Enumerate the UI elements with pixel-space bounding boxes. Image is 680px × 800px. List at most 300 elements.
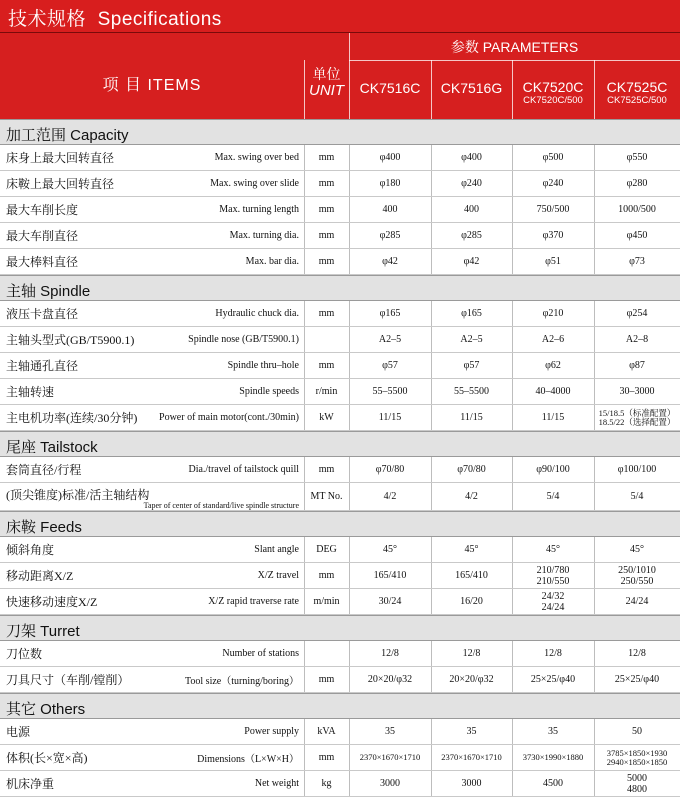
table-row [0, 589, 680, 615]
value-cell: 16/20 [460, 596, 483, 607]
section-title: 刀架 Turret [6, 623, 80, 640]
item-name-en: Dimensions（L×W×H） [197, 754, 299, 765]
table-row [0, 745, 680, 771]
value-cell: 24/24 [625, 596, 649, 607]
column-divider [594, 145, 595, 170]
value-cell: A2–6 [541, 334, 565, 345]
column-divider [304, 771, 305, 796]
column-divider [349, 483, 350, 510]
column-divider [349, 537, 350, 562]
column-divider [431, 641, 432, 666]
value-cell: 400 [382, 204, 398, 215]
value-cell [512, 563, 594, 588]
column-divider [349, 379, 350, 404]
table-row [0, 457, 680, 483]
column-divider [512, 379, 513, 404]
column-divider [349, 197, 350, 222]
table-row [0, 771, 680, 797]
column-divider [349, 145, 350, 170]
section-title: 主轴 Spindle [6, 283, 91, 300]
value-cell: 4500 [543, 778, 563, 789]
value-cell: φ285 [379, 230, 401, 241]
table-row [0, 353, 680, 379]
column-divider [349, 589, 350, 614]
column-divider [431, 589, 432, 614]
value-cell: 2370×1670×1710 [359, 752, 421, 762]
section-header [0, 119, 680, 145]
column-divider [304, 197, 305, 222]
value-cell: 50 [632, 726, 642, 737]
item-name-cn: 床鞍上最大回转直径 [6, 177, 115, 191]
column-divider [431, 483, 432, 510]
value-cell: φ210 [542, 308, 564, 319]
item-name-cn: 最大棒料直径 [6, 255, 79, 269]
section-title: 床鞍 Feeds [6, 519, 82, 536]
value-cell: φ57 [463, 360, 480, 371]
column-divider [594, 563, 595, 588]
value-cell: φ165 [379, 308, 401, 319]
item-name-en: Max. swing over slide [210, 178, 299, 189]
table-row [0, 171, 680, 197]
item-name-cn: 主轴头型式(GB/T5900.1) [6, 333, 135, 347]
title-en: Specifications [97, 9, 222, 30]
column-divider [349, 771, 350, 796]
unit-cell: mm [318, 256, 335, 267]
value-cell: φ42 [382, 256, 398, 267]
value-cell: φ400 [379, 152, 401, 163]
column-divider [349, 719, 350, 744]
value-cell: 11/15 [378, 412, 402, 423]
item-name-cn: 主电机功率(连续/30分钟) [6, 411, 138, 425]
value-cell: φ180 [379, 178, 401, 189]
column-divider [512, 641, 513, 666]
value-line: 3785×1850×1930 [606, 747, 668, 758]
value-cell: φ62 [545, 360, 561, 371]
column-divider [512, 145, 513, 170]
column-divider [594, 667, 595, 692]
table-row [0, 537, 680, 563]
value-line: 24/24 [541, 601, 565, 613]
item-name-cn: 主轴转速 [6, 385, 55, 399]
unit-cell: mm [318, 308, 335, 319]
column-divider [431, 301, 432, 326]
unit-heading [304, 66, 349, 99]
specifications-table [0, 119, 680, 800]
column-divider [512, 589, 513, 614]
value-cell: 750/500 [536, 204, 570, 215]
column-divider [304, 405, 305, 430]
value-line: 250/550 [620, 575, 654, 587]
column-divider [431, 223, 432, 248]
item-name-en: X/Z travel [257, 570, 299, 581]
column-divider [512, 667, 513, 692]
column-divider [304, 483, 305, 510]
value-cell: 45° [630, 544, 644, 555]
column-divider [512, 719, 513, 744]
model-header [594, 79, 680, 106]
value-cell: 165/410 [373, 570, 407, 581]
column-divider [594, 483, 595, 510]
value-cell: φ87 [629, 360, 645, 371]
item-name-en: Power supply [244, 726, 299, 737]
value-cell: 12/8 [628, 648, 646, 659]
value-cell [594, 745, 680, 770]
value-line: 210/550 [536, 575, 570, 587]
item-name-en: Max. turning dia. [229, 230, 299, 241]
column-divider [512, 197, 513, 222]
column-divider [304, 457, 305, 482]
value-cell: φ70/80 [457, 464, 486, 475]
unit-cell: mm [318, 570, 335, 581]
item-name-cn: 电源 [6, 725, 31, 739]
column-divider [304, 171, 305, 196]
column-divider [304, 327, 305, 352]
unit-heading-cn: 单位 [312, 66, 341, 82]
model-variant: CK7520C/500 [523, 95, 583, 106]
column-divider [349, 667, 350, 692]
unit-cell: mm [318, 204, 335, 215]
column-divider [349, 405, 350, 430]
value-cell: 45° [546, 544, 560, 555]
value-cell: φ57 [382, 360, 398, 371]
item-name-en: Dia./travel of tailstock quill [188, 464, 299, 475]
header-divider [349, 60, 680, 61]
unit-cell: mm [318, 674, 335, 685]
value-cell [594, 405, 680, 430]
item-name-en: Number of stations [222, 648, 299, 659]
unit-cell: MT No. [310, 491, 343, 502]
item-name-cn: 床身上最大回转直径 [6, 151, 115, 165]
unit-cell: mm [318, 464, 335, 475]
value-cell: φ550 [626, 152, 648, 163]
table-row [0, 667, 680, 693]
value-cell [594, 771, 680, 796]
section-header [0, 615, 680, 641]
section-title: 其它 Others [6, 701, 86, 718]
column-divider [431, 405, 432, 430]
unit-cell: mm [318, 178, 335, 189]
column-divider [594, 537, 595, 562]
value-cell: φ90/100 [536, 464, 570, 475]
item-name-en: Slant angle [254, 544, 299, 555]
column-divider [594, 379, 595, 404]
value-cell: φ450 [626, 230, 648, 241]
value-cell: φ73 [629, 256, 645, 267]
column-divider [512, 457, 513, 482]
column-divider [304, 745, 305, 770]
value-cell: φ400 [461, 152, 482, 163]
value-line: 210/780 [536, 564, 570, 576]
section-header [0, 431, 680, 457]
value-cell: 2370×1670×1710 [441, 752, 502, 762]
item-name-cn: 最大车削长度 [6, 203, 79, 217]
item-name-en: Tool size（turning/boring） [184, 676, 299, 687]
value-cell: φ70/80 [375, 464, 405, 475]
model-name: CK7520C [522, 79, 584, 95]
value-cell: 3730×1990×1880 [522, 752, 584, 762]
value-cell: φ42 [463, 256, 480, 267]
item-name-en: Hydraulic chuck dia. [215, 308, 299, 319]
value-cell: 400 [464, 204, 479, 215]
column-divider [512, 563, 513, 588]
column-divider [512, 327, 513, 352]
item-name-cn: 刀位数 [6, 647, 43, 661]
item-name-en: Spindle nose (GB/T5900.1) [188, 334, 299, 345]
value-line: 2940×1850×1850 [606, 756, 668, 767]
column-divider [594, 719, 595, 744]
value-cell: 35 [548, 726, 558, 737]
column-divider [431, 379, 432, 404]
unit-cell: mm [318, 230, 335, 241]
value-cell: φ370 [542, 230, 564, 241]
model-variant: CK7525C/500 [607, 95, 667, 106]
column-divider [512, 353, 513, 378]
value-cell: φ500 [542, 152, 564, 163]
value-cell: 12/8 [462, 648, 481, 659]
item-name-cn: 机床净重 [6, 777, 55, 791]
column-divider [304, 249, 305, 274]
column-divider [349, 353, 350, 378]
column-divider [304, 719, 305, 744]
value-cell: 40–4000 [535, 386, 571, 397]
column-divider [512, 483, 513, 510]
column-divider [431, 197, 432, 222]
column-divider [594, 589, 595, 614]
column-divider [349, 641, 350, 666]
column-divider [594, 171, 595, 196]
column-divider [431, 537, 432, 562]
table-row [0, 223, 680, 249]
value-cell: φ240 [461, 178, 482, 189]
column-divider [431, 563, 432, 588]
value-cell: 25×25/φ40 [530, 674, 576, 685]
item-name-cn: (顶尖锥度)标准/活主轴结构 [6, 488, 150, 502]
column-divider [304, 537, 305, 562]
value-cell: 25×25/φ40 [614, 674, 660, 685]
column-divider [431, 745, 432, 770]
column-divider [512, 301, 513, 326]
unit-cell: kVA [317, 726, 336, 737]
column-divider [304, 589, 305, 614]
value-cell: 20×20/φ32 [367, 674, 413, 685]
column-divider [512, 171, 513, 196]
value-cell: 11/15 [541, 412, 565, 423]
table-row [0, 379, 680, 405]
column-divider [594, 771, 595, 796]
value-cell: 5/4 [630, 491, 644, 502]
item-name-en: Spindle speeds [239, 386, 299, 397]
column-divider [304, 641, 305, 666]
column-divider [431, 249, 432, 274]
column-divider [304, 667, 305, 692]
item-name-en: Power of main motor(cont./30min) [159, 412, 299, 423]
value-cell: φ254 [626, 308, 648, 319]
item-name-cn: 套筒直径/行程 [6, 463, 82, 477]
unit-cell: m/min [313, 596, 340, 607]
column-divider [594, 745, 595, 770]
value-cell: 3000 [461, 778, 482, 789]
column-divider [431, 327, 432, 352]
value-cell: φ100/100 [617, 464, 657, 475]
column-divider [594, 301, 595, 326]
column-divider [594, 327, 595, 352]
value-cell [512, 589, 594, 614]
table-row [0, 327, 680, 353]
unit-cell: kg [321, 778, 332, 789]
column-divider [304, 563, 305, 588]
model-header [512, 79, 594, 106]
column-divider [431, 719, 432, 744]
value-cell: A2–5 [378, 334, 402, 345]
column-divider [594, 249, 595, 274]
value-line: 18.5/22（选择配置） [598, 416, 676, 427]
value-cell: 1000/500 [618, 204, 656, 215]
item-name-cn: 主轴通孔直径 [6, 359, 79, 373]
value-cell: φ280 [626, 178, 648, 189]
column-divider [512, 223, 513, 248]
item-name-en: Max. turning length [219, 204, 299, 215]
column-divider [349, 457, 350, 482]
column-divider [594, 223, 595, 248]
table-row [0, 483, 680, 511]
value-cell: 3000 [380, 778, 400, 789]
column-divider [349, 223, 350, 248]
value-cell: 45° [383, 544, 397, 555]
unit-cell: DEG [316, 544, 337, 555]
unit-cell: mm [318, 752, 335, 763]
column-divider [594, 405, 595, 430]
value-cell: 55–5500 [372, 386, 408, 397]
item-name-cn: 快速移动速度X/Z [6, 595, 98, 609]
section-header [0, 693, 680, 719]
column-divider [304, 301, 305, 326]
items-heading: 项 目 ITEMS [102, 77, 202, 94]
item-name-en: Spindle thru–hole [227, 360, 299, 371]
table-row [0, 563, 680, 589]
value-cell: A2–8 [625, 334, 649, 345]
value-line: 15/18.5（标准配置） [598, 407, 676, 418]
item-name-cn: 刀具尺寸（车削/镗削） [6, 673, 130, 687]
column-divider [431, 667, 432, 692]
value-cell: 4/2 [383, 491, 397, 502]
section-title: 尾座 Tailstock [6, 439, 98, 456]
parameters-heading: 参数 PARAMETERS [450, 39, 579, 55]
value-cell: A2–5 [460, 334, 483, 345]
item-name-en: X/Z rapid traverse rate [208, 596, 299, 607]
value-line: 250/1010 [618, 564, 656, 576]
model-header [349, 80, 431, 96]
column-divider [594, 641, 595, 666]
value-line: 5000 [627, 772, 647, 784]
item-name-en: Max. bar dia. [245, 256, 299, 267]
table-row [0, 405, 680, 431]
value-cell: 11/15 [460, 412, 483, 423]
column-divider [349, 745, 350, 770]
value-cell: 30/24 [378, 596, 402, 607]
column-divider [304, 353, 305, 378]
unit-heading-en: UNIT [309, 82, 344, 100]
value-cell [594, 563, 680, 588]
value-cell: 35 [466, 726, 477, 737]
table-row [0, 641, 680, 667]
column-divider [349, 301, 350, 326]
column-divider [304, 145, 305, 170]
table-row [0, 301, 680, 327]
unit-cell: r/min [315, 386, 338, 397]
value-cell: 55–5500 [454, 386, 489, 397]
value-cell: φ240 [542, 178, 564, 189]
column-divider [512, 745, 513, 770]
column-divider [431, 771, 432, 796]
value-line: 24/32 [541, 590, 565, 602]
unit-cell: mm [318, 152, 335, 163]
unit-cell: kW [319, 412, 334, 423]
item-name-cn: 液压卡盘直径 [6, 307, 79, 321]
model-name: CK7516G [440, 80, 503, 96]
value-cell: 30–3000 [619, 386, 655, 397]
item-name-cn: 移动距离X/Z [6, 569, 74, 583]
column-divider [431, 145, 432, 170]
value-cell: 45° [464, 544, 479, 555]
column-divider [594, 353, 595, 378]
model-header [431, 80, 512, 96]
column-divider [512, 771, 513, 796]
table-row [0, 249, 680, 275]
unit-cell [304, 641, 349, 666]
value-cell: φ51 [545, 256, 561, 267]
value-cell: 165/410 [455, 570, 488, 581]
column-divider [349, 327, 350, 352]
table-row [0, 719, 680, 745]
value-cell: 35 [385, 726, 395, 737]
column-divider [594, 457, 595, 482]
title-bar [0, 0, 680, 33]
section-header [0, 511, 680, 537]
item-name-cn: 最大车削直径 [6, 229, 79, 243]
value-line: 4800 [627, 783, 647, 795]
column-divider [349, 249, 350, 274]
value-cell: φ165 [461, 308, 482, 319]
unit-cell [304, 327, 349, 352]
column-divider [512, 537, 513, 562]
value-cell: 20×20/φ32 [449, 674, 494, 685]
model-name: CK7525C [606, 79, 668, 95]
value-cell: 5/4 [546, 491, 560, 502]
section-title: 加工范围 Capacity [6, 127, 129, 144]
page-title [8, 4, 222, 31]
value-cell: φ285 [461, 230, 482, 241]
column-divider [349, 171, 350, 196]
item-name-en: Max. swing over bed [214, 152, 299, 163]
value-cell: 12/8 [381, 648, 399, 659]
item-name-en: Net weight [254, 778, 299, 789]
title-cn: 技术规格 [8, 9, 87, 30]
column-divider [594, 197, 595, 222]
section-header [0, 275, 680, 301]
value-cell: 12/8 [544, 648, 562, 659]
value-cell: 4/2 [465, 491, 478, 502]
unit-cell: mm [318, 360, 335, 371]
column-divider [349, 563, 350, 588]
column-divider [304, 223, 305, 248]
table-row [0, 145, 680, 171]
item-name-cn: 体积(长×宽×高) [6, 751, 88, 765]
column-divider [431, 353, 432, 378]
item-name-cn: 倾斜角度 [6, 543, 55, 557]
model-name: CK7516C [359, 80, 421, 96]
column-divider [304, 379, 305, 404]
column-divider [512, 249, 513, 274]
